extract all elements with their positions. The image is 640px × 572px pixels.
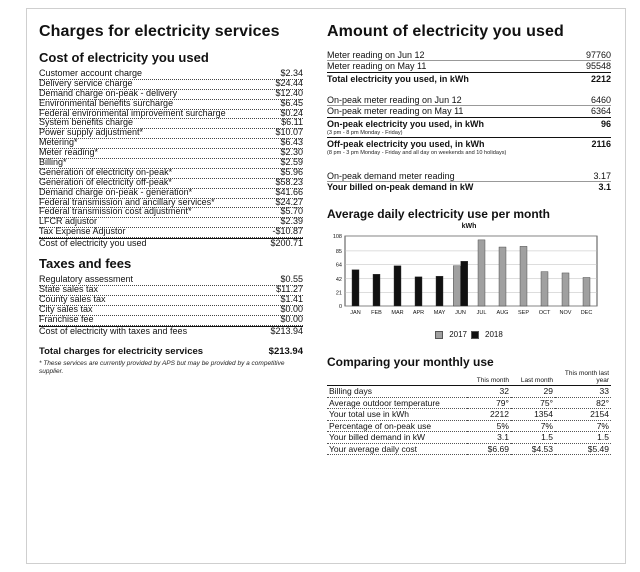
tax-item-amount: $11.27 bbox=[276, 284, 303, 295]
comparison-cell-year: 7% bbox=[555, 420, 611, 432]
cost-subtotal-label: Cost of electricity you used bbox=[39, 238, 147, 249]
cost-item-label: Generation of electricity on-peak* bbox=[39, 166, 173, 177]
comparison-title: Comparing your monthly use bbox=[327, 355, 494, 369]
x-tick-label: JUL bbox=[476, 310, 487, 316]
x-tick-label: AUG bbox=[496, 310, 509, 316]
cost-heading: Cost of electricity you used bbox=[39, 50, 209, 65]
col-last-month: Last month bbox=[520, 377, 553, 384]
cost-item-amount: $10.07 bbox=[275, 127, 303, 138]
cost-item-label: Environmental benefits surcharge bbox=[39, 97, 174, 108]
cost-item-row bbox=[39, 228, 303, 238]
onpeak-reading-current-value: 6460 bbox=[590, 95, 611, 105]
comparison-cell-last: 75° bbox=[511, 397, 555, 409]
onpeak-reading-current-label: On-peak meter reading on Jun 12 bbox=[327, 95, 462, 105]
meter-reading-previous-value: 95548 bbox=[585, 61, 611, 71]
cost-item-label: Generation of electricity off-peak* bbox=[39, 176, 172, 187]
comparison-cell-year: 33 bbox=[555, 386, 611, 398]
comparison-cell-label: Your average daily cost bbox=[327, 443, 467, 455]
tax-item-amount: $0.00 bbox=[280, 303, 303, 314]
legend-swatch-2017 bbox=[435, 331, 443, 339]
x-tick-label: FEB bbox=[371, 310, 382, 316]
comparison-cell-this: $6.69 bbox=[467, 443, 511, 455]
bar-2017 bbox=[478, 240, 485, 306]
cost-item-label: Power supply adjustment* bbox=[39, 127, 144, 138]
demand-reading-label: On-peak demand meter reading bbox=[327, 171, 455, 181]
comparison-row bbox=[327, 386, 611, 398]
comparison-cell-this: 5% bbox=[467, 420, 511, 432]
demand-billed-label: Your billed on-peak demand in kW bbox=[327, 182, 474, 192]
comparison-table bbox=[327, 370, 611, 455]
bar-2017 bbox=[453, 266, 460, 306]
x-tick-label: MAY bbox=[433, 310, 446, 316]
supplier-footnote: * These services are currently provided by APS but may be provided by a competitive supplier. bbox=[39, 359, 285, 376]
comparison-cell-last: 1.5 bbox=[511, 432, 555, 444]
cost-item-amount: $2.39 bbox=[280, 216, 303, 227]
cost-item-label: Metering* bbox=[39, 137, 78, 148]
cost-item-label: Meter reading* bbox=[39, 147, 99, 158]
bar-2018 bbox=[461, 261, 468, 306]
tax-items-list bbox=[39, 276, 303, 325]
comparison-cell-last: $4.53 bbox=[511, 443, 555, 455]
comparison-cell-label: Percentage of on-peak use bbox=[327, 420, 467, 432]
x-tick-label: JUN bbox=[455, 310, 466, 316]
cost-item-label: Customer account charge bbox=[39, 67, 143, 78]
bar-2018 bbox=[352, 270, 359, 306]
comparison-cell-this: 3.1 bbox=[467, 432, 511, 444]
demand-reading-row bbox=[327, 171, 611, 182]
comparison-cell-label: Your billed demand in kW bbox=[327, 432, 467, 444]
chart-unit-label: kWh bbox=[461, 223, 477, 230]
cost-item-amount: $41.66 bbox=[275, 186, 303, 197]
cost-item-amount: $58.23 bbox=[275, 176, 303, 187]
comparison-cell-this: 2212 bbox=[467, 409, 511, 421]
total-kwh-row bbox=[327, 72, 611, 85]
tax-item-amount: $0.00 bbox=[280, 313, 303, 324]
cost-item-amount: $24.44 bbox=[275, 77, 303, 88]
cost-item-label: Federal transmission and ancillary services* bbox=[39, 196, 215, 207]
comparison-cell-year: 2154 bbox=[555, 409, 611, 421]
y-tick-label: 108 bbox=[332, 234, 342, 240]
cost-item-amount: $6.45 bbox=[280, 97, 303, 108]
x-tick-label: APR bbox=[412, 310, 425, 316]
cost-item-label: System benefits charge bbox=[39, 117, 134, 128]
comparison-row bbox=[327, 409, 611, 421]
offpeak-used-value: 2116 bbox=[591, 139, 611, 149]
meter-reading-current-label: Meter reading on Jun 12 bbox=[327, 50, 425, 60]
comparison-row bbox=[327, 443, 611, 455]
cost-item-amount: $2.59 bbox=[280, 157, 303, 167]
total-charges-amount: $213.94 bbox=[268, 345, 303, 357]
usage-column bbox=[327, 23, 611, 455]
onpeak-hours-note: (3 pm - 8 pm Monday - Friday) bbox=[327, 130, 403, 136]
onpeak-used-value: 96 bbox=[600, 119, 611, 129]
y-tick-label: 85 bbox=[335, 248, 342, 255]
y-tick-label: 21 bbox=[335, 290, 342, 297]
demand-billed-value: 3.1 bbox=[598, 182, 611, 192]
cost-item-amount: $24.27 bbox=[275, 196, 303, 207]
col-this-month: This month bbox=[476, 377, 509, 384]
taxes-subtotal-row bbox=[39, 326, 303, 337]
cost-item-label: Federal transmission cost adjustment* bbox=[39, 206, 192, 217]
comparison-cell-label: Billing days bbox=[327, 386, 467, 398]
tax-item-label: Regulatory assessment bbox=[39, 274, 134, 285]
legend-label-2017: 2017 bbox=[449, 330, 467, 339]
legend-label-2018: 2018 bbox=[485, 330, 503, 339]
cost-item-label: Billing* bbox=[39, 157, 67, 167]
y-tick-label: 0 bbox=[338, 304, 342, 310]
col-last-year: This month last year bbox=[564, 370, 609, 384]
meter-reading-current-row bbox=[327, 50, 611, 61]
meter-reading-current-value: 97760 bbox=[585, 50, 611, 60]
bar-2018 bbox=[436, 276, 443, 306]
demand-reading-value: 3.17 bbox=[593, 171, 611, 181]
bar-2017 bbox=[520, 246, 527, 306]
bar-2018 bbox=[415, 277, 422, 306]
cost-item-label: Tax Expense Adjustor bbox=[39, 226, 126, 237]
tax-item-amount: $1.41 bbox=[280, 293, 303, 304]
bar-2017 bbox=[499, 247, 506, 306]
cost-item-amount: $5.96 bbox=[280, 166, 303, 177]
cost-item-amount: $12.40 bbox=[275, 87, 303, 98]
usage-title: Amount of electricity you used bbox=[327, 23, 564, 40]
chart-title: Average daily electricity use per month bbox=[327, 207, 550, 221]
cost-item-label: LFCR adjustor bbox=[39, 216, 98, 227]
taxes-subtotal-amount: $213.94 bbox=[270, 325, 303, 336]
cost-item-label: Demand charge on-peak - generation* bbox=[39, 186, 193, 197]
x-tick-label: DEC bbox=[580, 310, 593, 316]
comparison-cell-label: Your total use in kWh bbox=[327, 409, 467, 421]
bar-2017 bbox=[583, 277, 590, 306]
onpeak-reading-previous-label: On-peak meter reading on May 11 bbox=[327, 106, 464, 116]
comparison-row bbox=[327, 397, 611, 409]
tax-item-label: State sales tax bbox=[39, 284, 99, 295]
cost-item-amount: $5.70 bbox=[280, 206, 303, 217]
chart-legend bbox=[327, 330, 611, 339]
tax-item-row bbox=[39, 313, 303, 326]
comparison-cell-last: 7% bbox=[511, 420, 555, 432]
comparison-cell-year: $5.49 bbox=[555, 443, 611, 455]
offpeak-used-label: Off-peak electricity you used, in kWh bbox=[327, 139, 485, 149]
comparison-row bbox=[327, 432, 611, 444]
total-kwh-label: Total electricity you used, in kWh bbox=[327, 74, 469, 84]
total-kwh-value: 2212 bbox=[590, 74, 611, 84]
comparison-cell-year: 1.5 bbox=[555, 432, 611, 444]
x-tick-label: NOV bbox=[559, 310, 572, 316]
tax-item-label: Franchise fee bbox=[39, 313, 94, 324]
onpeak-reading-previous-value: 6364 bbox=[590, 106, 611, 116]
cost-subtotal-amount: $200.71 bbox=[270, 238, 303, 249]
cost-item-amount: $0.24 bbox=[280, 107, 303, 118]
bar-2017 bbox=[541, 272, 548, 306]
taxes-subtotal-label: Cost of electricity with taxes and fees bbox=[39, 325, 188, 336]
comparison-row bbox=[327, 420, 611, 432]
bar-2018 bbox=[394, 266, 401, 306]
x-tick-label: OCT bbox=[538, 310, 551, 316]
chart-plot-area bbox=[345, 236, 597, 306]
meter-reading-previous-row bbox=[327, 61, 611, 72]
total-charges-row bbox=[39, 346, 303, 357]
comparison-cell-this: 32 bbox=[467, 386, 511, 398]
x-tick-label: JAN bbox=[350, 310, 361, 316]
cost-item-label: Delivery service charge bbox=[39, 77, 133, 88]
offpeak-hours-note: (8 pm - 3 pm Monday - Friday and all day on weekends and 10 holidays) bbox=[327, 150, 507, 156]
x-tick-label: MAR bbox=[391, 310, 404, 316]
cost-subtotal-row bbox=[39, 238, 303, 249]
onpeak-reading-current-row bbox=[327, 95, 611, 106]
comparison-cell-label: Average outdoor temperature bbox=[327, 397, 467, 409]
usage-bar-chart bbox=[327, 230, 611, 322]
y-tick-label: 42 bbox=[335, 276, 342, 283]
meter-reading-previous-label: Meter reading on May 11 bbox=[327, 61, 427, 71]
cost-item-amount: $6.43 bbox=[280, 137, 303, 148]
tax-item-label: City sales tax bbox=[39, 303, 93, 314]
onpeak-reading-previous-row bbox=[327, 106, 611, 117]
cost-item-amount: -$10.87 bbox=[272, 226, 303, 237]
tax-item-amount: $0.55 bbox=[280, 274, 303, 285]
comparison-cell-last: 1354 bbox=[511, 409, 555, 421]
legend-swatch-2018 bbox=[471, 331, 479, 339]
bar-2018 bbox=[373, 274, 380, 306]
tax-item-label: County sales tax bbox=[39, 293, 106, 304]
x-tick-label: SEP bbox=[517, 310, 530, 316]
comparison-cell-year: 82° bbox=[555, 397, 611, 409]
bar-2017 bbox=[562, 273, 569, 306]
bill-page bbox=[26, 8, 626, 564]
cost-item-label: Federal environmental improvement surcharge bbox=[39, 107, 226, 118]
cost-item-row bbox=[39, 149, 303, 159]
demand-billed-row bbox=[327, 182, 611, 193]
total-charges-label: Total charges for electricity services bbox=[39, 345, 204, 357]
y-tick-label: 64 bbox=[335, 262, 342, 269]
cost-items-list bbox=[39, 67, 303, 238]
charges-title: Charges for electricity services bbox=[39, 23, 280, 40]
comparison-cell-last: 29 bbox=[511, 386, 555, 398]
cost-item-label: Demand charge on-peak - delivery bbox=[39, 87, 178, 98]
cost-item-amount: $2.30 bbox=[280, 147, 303, 158]
onpeak-used-label: On-peak electricity you used, in kWh bbox=[327, 119, 485, 129]
comparison-cell-this: 79° bbox=[467, 397, 511, 409]
cost-item-row bbox=[39, 129, 303, 139]
taxes-heading: Taxes and fees bbox=[39, 256, 132, 272]
charges-column bbox=[39, 23, 303, 377]
cost-item-amount: $2.34 bbox=[280, 67, 303, 78]
cost-item-amount: $6.11 bbox=[281, 117, 303, 128]
